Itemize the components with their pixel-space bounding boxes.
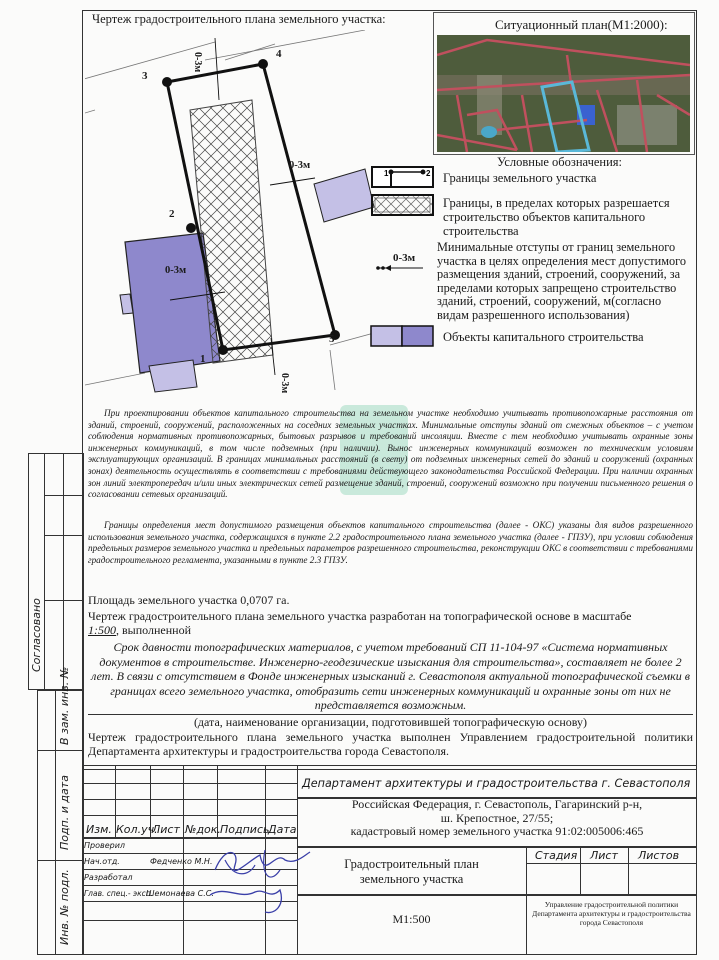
col-header-date: Дата: [268, 823, 297, 836]
topo-caption: (дата, наименование организации, подготовившей топографическую основу): [193, 715, 588, 729]
topo-note: Срок давности топографических материалов, с учетом требований СП 11-104-97 «Система нормативных документов в строительстве. Инженерно-геодезические изыскания для строительства», составляет не более 2 лет. В связи с отсутствием в Фонде инженерных изысканий г. Севастополя актуальной топографической съемки в границах всего земельного участка, отобразить сети инженерных коммуникаций и охранные зоны от них не представляется возможным.: [91, 640, 690, 712]
notes-paragraph-1: При проектировании объектов капитального строительства на земельном участке необходимо учитывать противопожарные расстояния от зданий, строений, сооружений, расположенных на соседних земельных участках. Минимальные отступы зданий от смежных объектов – с учетом соблюдения нормативных противопожарных, бытовых разрывов и требований инсоляции. Вместе с тем необходимо учитывать охранные зоны инженерных коммуникаций, в том числе подземных (при наличии). Вынос инженерных коммуникаций возможен по техническим условиям эксплуатирующих организаций. В границах минимальных расстояний (в свету) от подземных инженерных сетей до зданий и сооружений (охранных зонах) деятельность осуществлять в соответствии с требованиями действующего законодательства Российской Федерации. При наличии охранных зон линий электропередач и/или иных электрических сетей размещение зданий, строений, сооружений возможно при получении письменного решения о согласовании сетевых организаций.: [88, 408, 693, 500]
role-developer: Разработал: [84, 873, 133, 882]
point-label-1: 1: [200, 353, 206, 365]
name-head: Федченко М.Н.: [150, 857, 213, 866]
drawing-title: Чертеж градостроительного плана земельного участка:: [92, 12, 386, 26]
topo-basis-main: Чертеж градостроительного плана земельного участка разработан на топографической основе в масштабе: [88, 609, 632, 623]
topo-basis-tail: , выполненной: [116, 623, 191, 637]
situation-plan-title: Ситуационный план(М1:2000):: [495, 17, 668, 32]
address-line-1: Российская Федерация, г. Севастополь, Гагаринский р-н,: [351, 797, 643, 811]
col-header-list: Лист: [152, 823, 180, 836]
boundary-point-2: [186, 223, 196, 233]
side-stamp-orig-inv: Инв. № подл.: [58, 869, 71, 945]
setback-label-bottom: 0-3м: [279, 373, 290, 394]
col-header-koluch: Кол.уч.: [116, 823, 158, 836]
sheets-header: Листов: [638, 849, 680, 862]
neighbor-line: [85, 373, 145, 385]
building-light: [149, 360, 197, 392]
pool: [481, 126, 497, 138]
point-label-4: 4: [276, 48, 282, 60]
neighbor-line: [205, 30, 365, 60]
side-stamp-agreed-label: Согласовано: [30, 598, 43, 672]
setback-label-left: 0-3м: [165, 265, 187, 276]
col-header-signature: Подпись: [220, 823, 270, 836]
legend-setback-label: 0-3м: [393, 252, 416, 264]
issuer-name: Управление градостроительной политики Департамента архитектуры и градостроительства города Севастополя: [532, 900, 691, 927]
role-checked: Проверил: [84, 841, 126, 850]
parcel-boundary-icon: [371, 166, 434, 188]
stage-header: Стадия: [535, 849, 578, 862]
prepared-by-text: Чертеж градостроительного плана земельного участка выполнен Управлением градостроительной политики Департамента архитектуры и градостроительства города Севастополя.: [88, 730, 693, 758]
building-light: [314, 169, 374, 222]
point-label-5: 5: [329, 333, 335, 345]
side-stamp-sign-date: Подп. и дата: [58, 775, 71, 850]
boundary-point-4: [258, 59, 268, 69]
area-text: Площадь земельного участка 0,0707 га.: [88, 593, 290, 607]
neighbor-line: [330, 350, 335, 390]
legend-label-setback: Минимальные отступы от границ земельного участка в целях определения мест допустимого размещения зданий, строений, сооружений, за пределами которых запрещено строительство зданий, строений, сооружений, м(согласно видам разрешенного использования): [437, 240, 687, 322]
boundary-point-3: [162, 77, 172, 87]
legend-label-boundary: Границы земельного участка: [443, 171, 597, 185]
legend-label-capital-objects: Объекты капитального строительства: [443, 330, 644, 344]
building-zone-hatch-icon: [371, 194, 434, 216]
sheet-header: Лист: [590, 849, 618, 862]
role-head: Нач.отд.: [84, 857, 120, 866]
col-header-izm: Изм.: [86, 823, 112, 836]
title-block-scale: М1:500: [392, 912, 431, 926]
neighbor-line: [85, 110, 95, 125]
situation-plan-map: [437, 35, 690, 152]
capital-objects-icon: [370, 325, 434, 347]
legend-label-building-zone: Границы, в пределах которых разрешается строительство объектов капитального строительства: [443, 196, 670, 238]
side-stamp-replaced-inv: В зам. инв. №: [58, 666, 71, 745]
topo-basis-text: [88, 609, 693, 637]
neighbor-line: [225, 44, 275, 60]
setback-label-right: 0-3м: [289, 160, 311, 171]
role-chief-specialist: Глав. спец.- эксп.: [84, 889, 154, 898]
name-chief-specialist: Шемонаева С.С.: [146, 889, 214, 898]
point-label-2: 2: [169, 208, 175, 220]
point-label-3: 3: [142, 70, 148, 82]
document-title-line-2: земельного участка: [359, 872, 464, 886]
setback-arrow-top: [215, 38, 219, 100]
address-block: [297, 798, 697, 839]
legend-title: Условные обозначения:: [497, 155, 623, 169]
col-header-ndok: №док.: [185, 823, 221, 836]
cadastral-number: кадастровый номер земельного участка 91:02:005006:465: [350, 824, 644, 838]
document-title: [297, 857, 526, 887]
address-line-2: ш. Крепостное, 27/55;: [440, 810, 554, 825]
document-title-line-1: Градостроительный план: [344, 857, 479, 871]
setback-label-top: 0-3м: [192, 52, 203, 73]
notes-paragraph-2: Границы определения мест допустимого размещения объектов капитального строительства (далее - ОКС) указаны для видов разрешенного использования земельного участка, содержащихся в пункте 2.2 градостроительного плана земельного участка (далее - ГПЗУ), при условии соблюдения предельных размеров земельного участка и предельных параметров разрешенного строительства, реконструкции ОКС в соответствии с требованиями градостроительного регламента, указанными в пункте 2.3 ГПЗУ.: [88, 520, 693, 565]
boundary-point-1: [218, 345, 228, 355]
setback-arrow-icon: [375, 264, 425, 272]
svg-text:2: 2: [426, 169, 431, 178]
topo-scale: 1:500: [88, 623, 116, 637]
organization-name: Департамент архитектуры и градостроительства г. Севастополя: [302, 777, 691, 790]
svg-text:1: 1: [384, 169, 389, 178]
